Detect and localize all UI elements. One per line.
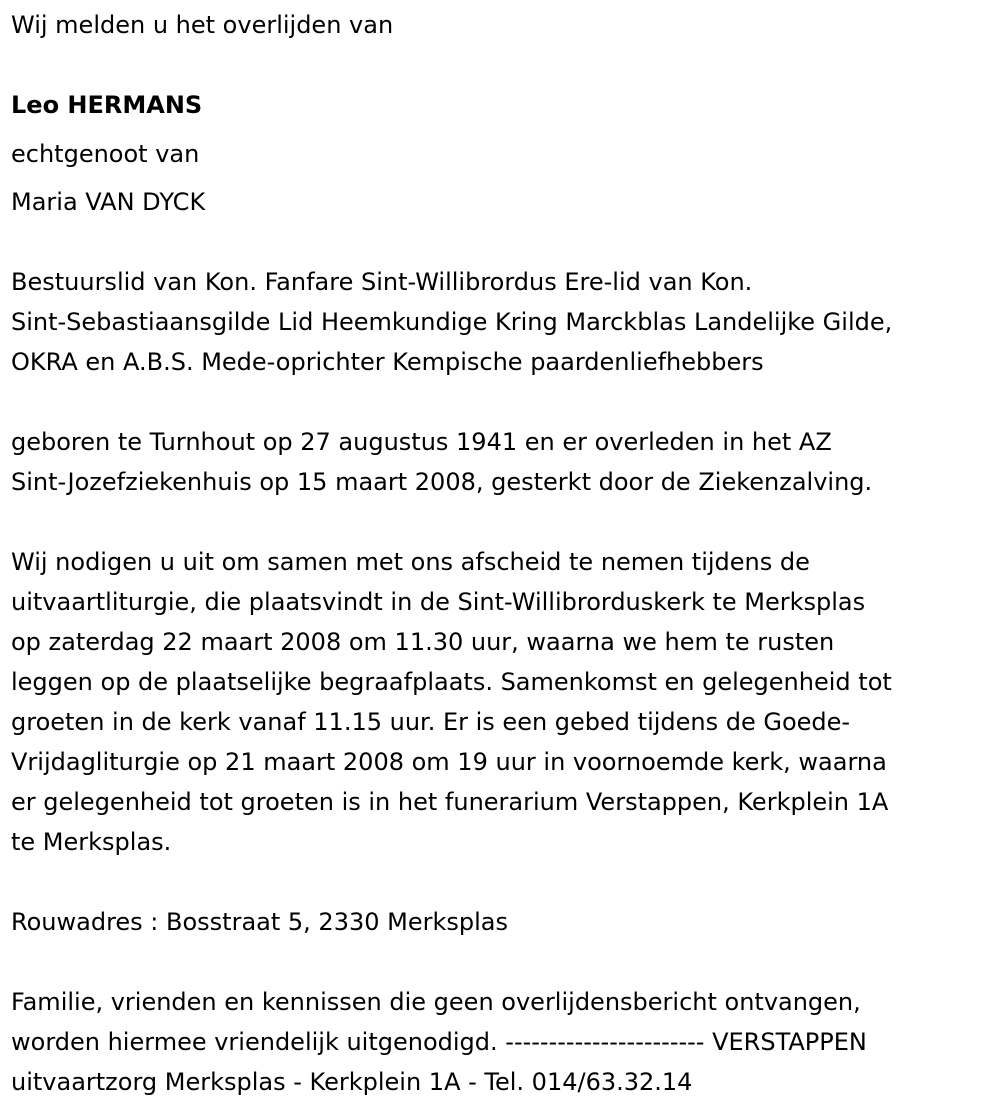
ceremony-line: op zaterdag 22 maart 2008 om 11.30 uur, waarna we hem te rusten	[11, 628, 835, 656]
deceased-name: Leo HERMANS	[11, 91, 203, 119]
intro-text: Wij melden u het overlijden van	[11, 11, 394, 39]
ceremony-line: uitvaartliturgie, die plaatsvindt in de Sint-Willibrorduskerk te Merksplas	[11, 588, 866, 616]
ceremony-line: te Merksplas.	[11, 828, 172, 856]
closing-line: Familie, vrienden en kennissen die geen overlijdensbericht ontvangen,	[11, 988, 861, 1016]
affiliations-line: OKRA en A.B.S. Mede-oprichter Kempische paardenliefhebbers	[11, 348, 764, 376]
mourning-address: Rouwadres : Bosstraat 5, 2330 Merksplas	[11, 908, 508, 936]
birth-death-line: geboren te Turnhout op 27 augustus 1941 en er overleden in het AZ	[11, 428, 832, 456]
spouse-name: Maria VAN DYCK	[11, 188, 206, 216]
birth-death-line: Sint-Jozefziekenhuis op 15 maart 2008, gesterkt door de Ziekenzalving.	[11, 468, 873, 496]
ceremony-line: Wij nodigen u uit om samen met ons afscheid te nemen tijdens de	[11, 548, 810, 576]
closing-line: worden hiermee vriendelijk uitgenodigd. ----------------------- VERSTAPPEN	[11, 1028, 867, 1056]
ceremony-line: groeten in de kerk vanaf 11.15 uur. Er is een gebed tijdens de Goede-	[11, 708, 851, 736]
ceremony-line: leggen op de plaatselijke begraafplaats. Samenkomst en gelegenheid tot	[11, 668, 892, 696]
ceremony-line: er gelegenheid tot groeten is in het funerarium Verstappen, Kerkplein 1A	[11, 788, 889, 816]
ceremony-line: Vrijdagliturgie op 21 maart 2008 om 19 uur in voornoemde kerk, waarna	[11, 748, 887, 776]
affiliations-line: Bestuurslid van Kon. Fanfare Sint-Willibrordus Ere-lid van Kon.	[11, 268, 753, 296]
closing-line: uitvaartzorg Merksplas - Kerkplein 1A - Tel. 014/63.32.14	[11, 1068, 693, 1096]
affiliations-line: Sint-Sebastiaansgilde Lid Heemkundige Kring Marckblas Landelijke Gilde,	[11, 308, 893, 336]
relation-text: echtgenoot van	[11, 140, 200, 168]
